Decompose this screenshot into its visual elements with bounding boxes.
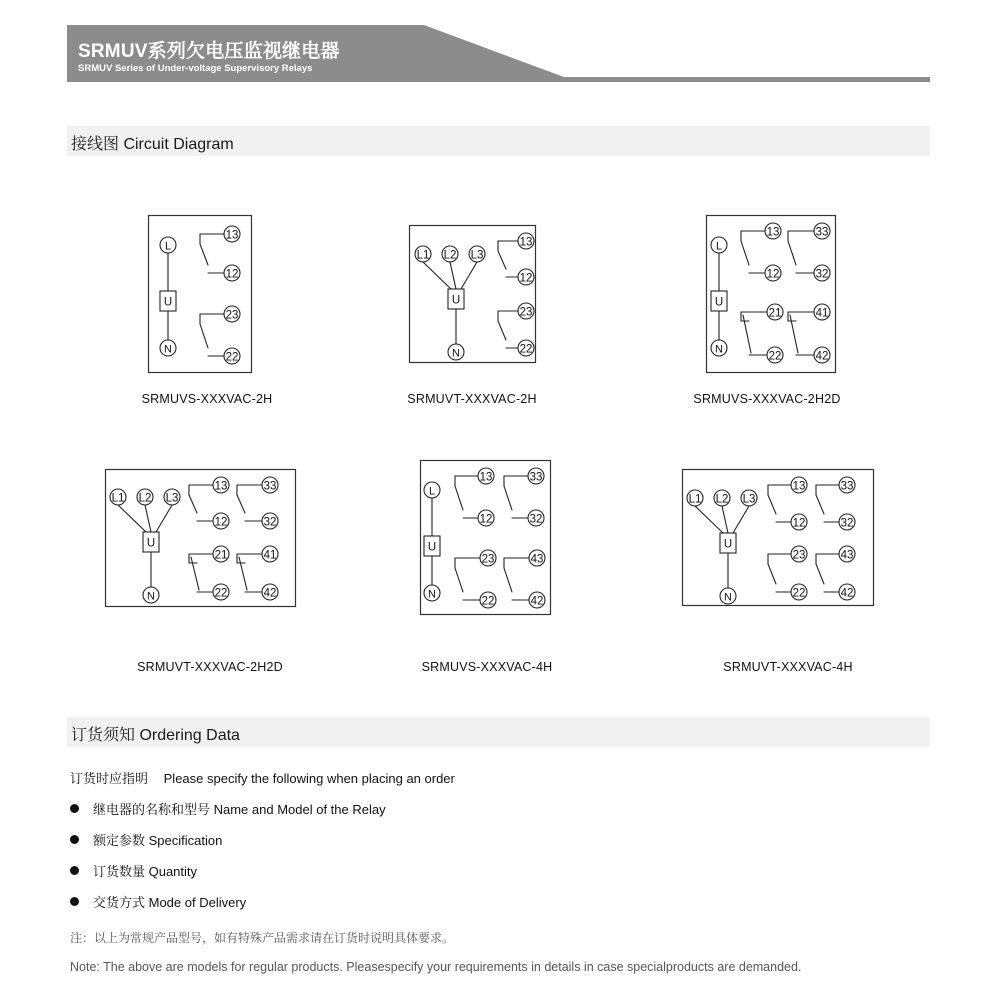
input-terminal-label: L1 [416, 249, 430, 262]
ordering-item [70, 861, 197, 880]
header-banner [67, 25, 930, 82]
input-terminal-label: N [428, 588, 436, 601]
input-terminal-label: L3 [165, 492, 179, 505]
terminal-label: 33 [263, 480, 277, 493]
terminal-label: 32 [263, 516, 277, 529]
coil-label: U [146, 537, 156, 550]
terminal-label: 22 [225, 351, 239, 364]
input-terminal-label: N [724, 591, 732, 604]
ordering-item [70, 799, 386, 818]
terminal-label: 43 [840, 549, 854, 562]
terminal-label: 12 [479, 513, 493, 526]
input-terminal-label: L [428, 485, 436, 498]
relay-outline [410, 226, 536, 363]
terminal-label: 12 [792, 517, 806, 530]
terminal-label: 22 [792, 587, 806, 600]
terminal-label: 32 [815, 268, 829, 281]
ordering-item-text: 订货数量 Quantity [93, 864, 198, 879]
input-terminal-label: N [147, 590, 155, 603]
terminal-label: 23 [225, 309, 239, 322]
terminal-label: 42 [530, 595, 544, 608]
ordering-intro [70, 768, 455, 787]
coil-label: U [451, 294, 461, 307]
coil-label: U [714, 296, 724, 309]
terminal-label: 23 [792, 549, 806, 562]
bullet-icon [70, 835, 79, 844]
circuit-diagram-heading: 接线图 Circuit Diagram [71, 136, 234, 153]
terminal-label: 12 [519, 272, 533, 285]
terminal-label: 12 [766, 268, 780, 281]
ordering-data-section-bar [67, 717, 930, 747]
input-terminal-label: L1 [688, 493, 702, 506]
circuit-diagram-5 [682, 469, 874, 606]
circuit-svg [706, 215, 836, 373]
note-chinese: 注：以上为常规产品型号，如有特殊产品需求请在订货时说明具体要求。 [70, 931, 455, 945]
ordering-item [70, 892, 246, 911]
page-subtitle: SRMUV Series of Under-voltage Supervisory Relays [78, 63, 313, 74]
ordering-item-text: 交货方式 Mode of Delivery [93, 895, 247, 910]
terminal-label: 21 [768, 307, 782, 320]
bullet-icon [70, 866, 79, 875]
ordering-item [70, 830, 222, 849]
circuit-diagram-4 [420, 460, 551, 615]
model-label: SRMUVS-XXXVAC-2H [141, 392, 273, 406]
terminal-label: 42 [840, 587, 854, 600]
terminal-label: 13 [519, 236, 533, 249]
terminal-label: 32 [840, 517, 854, 530]
terminal-label: 21 [214, 549, 228, 562]
input-terminal-label: L3 [742, 493, 756, 506]
terminal-label: 23 [481, 553, 495, 566]
coil-label: U [427, 541, 437, 554]
bullet-icon [70, 804, 79, 813]
input-terminal-label: L2 [443, 249, 457, 262]
model-label: SRMUVT-XXXVAC-4H [723, 660, 853, 674]
input-terminal-label: L [164, 240, 172, 253]
model-label: SRMUVT-XXXVAC-2H [407, 392, 537, 406]
terminal-label: 13 [225, 229, 239, 242]
circuit-svg [409, 225, 536, 363]
model-label: SRMUVS-XXXVAC-4H [421, 660, 553, 674]
terminal-label: 43 [530, 553, 544, 566]
coil-label: U [723, 538, 733, 551]
terminal-label: 42 [263, 587, 277, 600]
input-terminal-label: L3 [470, 249, 484, 262]
circuit-svg [682, 469, 874, 606]
input-terminal-label: L2 [715, 493, 729, 506]
circuit-diagram-2 [706, 215, 836, 373]
ordering-intro-cn: 订货时应指明 [70, 771, 149, 786]
ordering-data-heading: 订货须知 Ordering Data [71, 727, 240, 744]
circuit-diagram-section-bar [67, 126, 930, 156]
terminal-label: 42 [815, 350, 829, 363]
terminal-label: 41 [815, 307, 829, 320]
terminal-label: 12 [214, 516, 228, 529]
input-terminal-label: N [715, 343, 723, 356]
terminal-label: 13 [479, 471, 493, 484]
input-terminal-label: L [715, 240, 723, 253]
terminal-label: 23 [519, 306, 533, 319]
terminal-label: 13 [792, 480, 806, 493]
input-terminal-label: L1 [111, 492, 125, 505]
bullet-icon [70, 897, 79, 906]
model-label: SRMUVT-XXXVAC-2H2D [137, 660, 283, 674]
input-terminal-label: N [452, 347, 460, 360]
input-terminal-label: N [164, 343, 172, 356]
ordering-item-text: 继电器的名称和型号 Name and Model of the Relay [93, 802, 386, 817]
terminal-label: 13 [766, 226, 780, 239]
terminal-label: 32 [529, 513, 543, 526]
circuit-diagram-1 [409, 225, 536, 363]
circuit-diagram-3 [105, 469, 296, 607]
terminal-label: 22 [214, 587, 228, 600]
banner-underline [67, 77, 930, 82]
note-english: Note: The above are models for regular products. Pleasespecify your requirements in details in case specialproducts are demanded. [70, 960, 802, 974]
terminal-label: 22 [519, 343, 533, 356]
terminal-label: 12 [225, 268, 239, 281]
page-title: SRMUV系列欠电压监视继电器 [78, 41, 340, 62]
ordering-item-text: 额定参数 Specification [93, 833, 223, 848]
circuit-svg [148, 215, 252, 373]
ordering-intro-en: Please specify the following when placing an order [163, 771, 455, 786]
terminal-label: 22 [768, 350, 782, 363]
terminal-label: 33 [815, 226, 829, 239]
input-terminal-label: L2 [138, 492, 152, 505]
circuit-svg [105, 469, 296, 607]
terminal-label: 22 [481, 595, 495, 608]
terminal-label: 33 [840, 480, 854, 493]
terminal-label: 13 [214, 480, 228, 493]
terminal-label: 33 [529, 471, 543, 484]
terminal-label: 41 [263, 549, 277, 562]
coil-label: U [163, 296, 173, 309]
model-label: SRMUVS-XXXVAC-2H2D [693, 392, 841, 406]
circuit-svg [420, 460, 551, 615]
circuit-diagram-0 [148, 215, 252, 373]
